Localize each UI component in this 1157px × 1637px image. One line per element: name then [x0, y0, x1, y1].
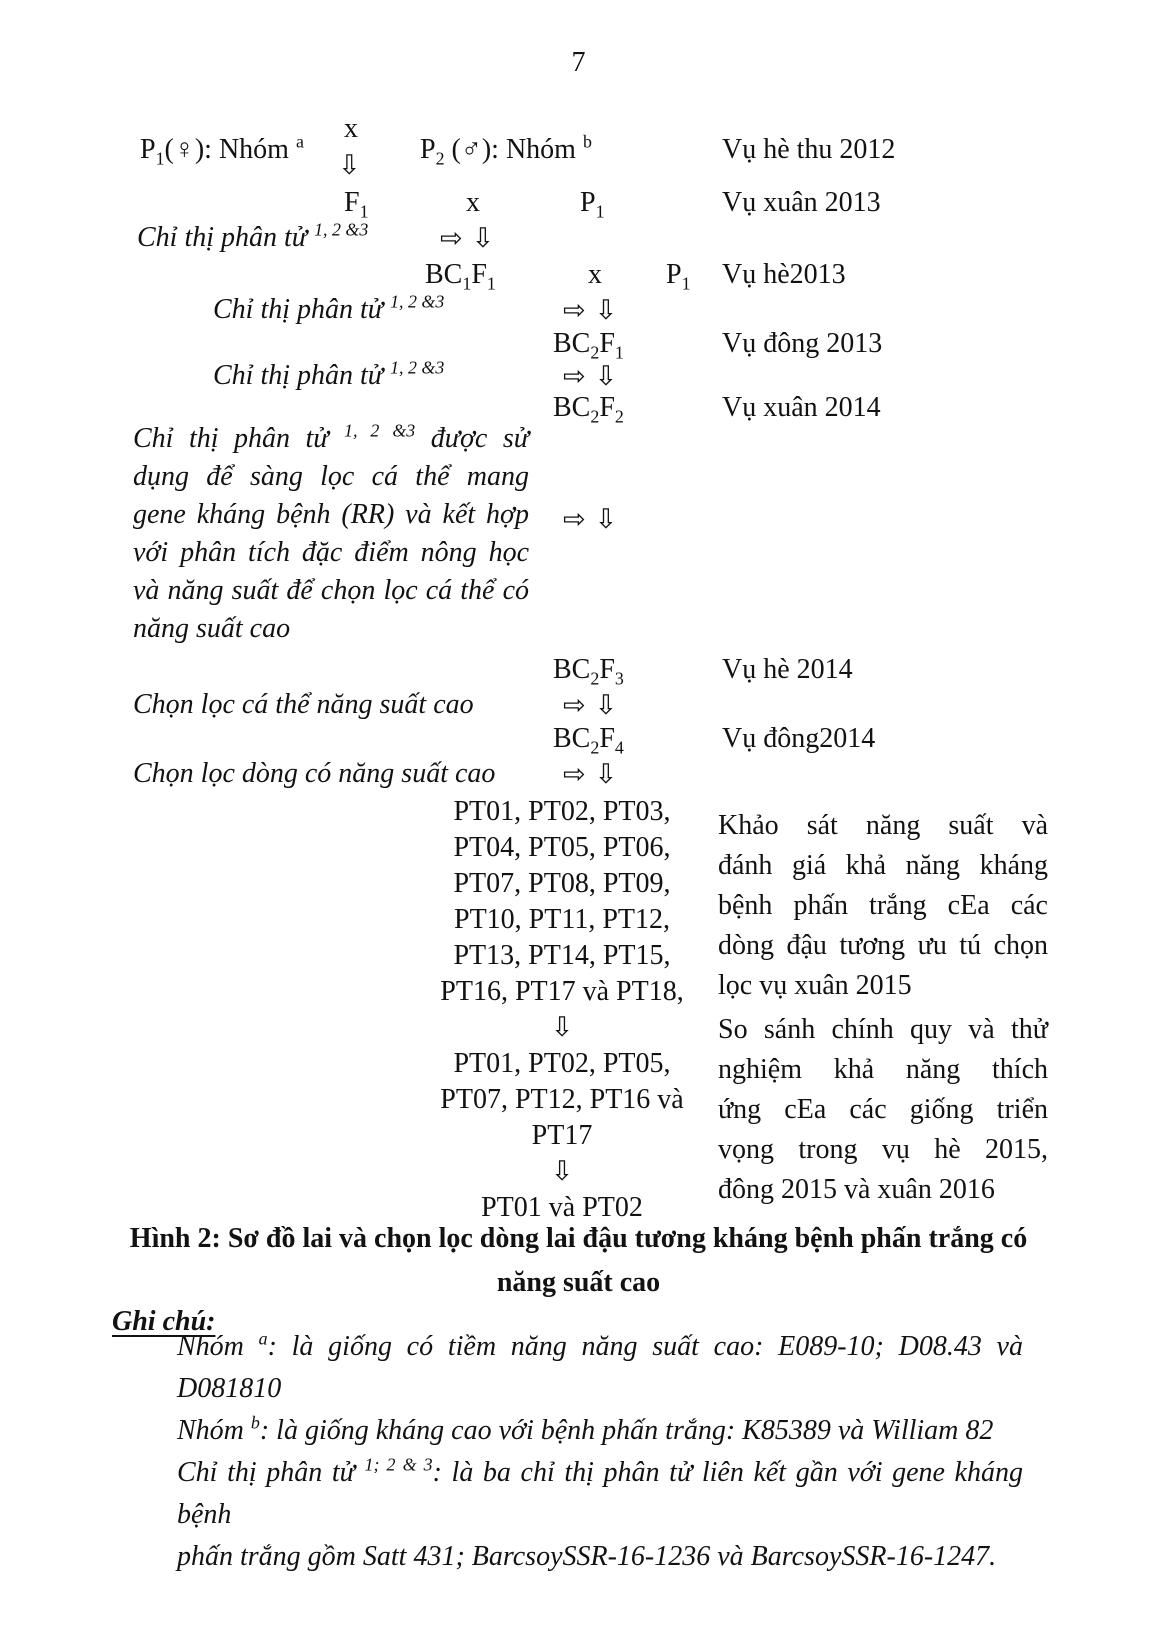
pt-line: PT01, PT02, PT03,	[453, 796, 671, 827]
note-group-b: Nhóm $^b$: là giống kháng cao với bệnh phấn trắng: K85389 và William 82	[177, 1412, 994, 1446]
generation-bc2f3: $BC_2F_3$	[553, 654, 624, 689]
step-arrows	[563, 758, 617, 791]
pt-line: PT07, PT12, PT16 và	[440, 1084, 684, 1115]
step-arrows	[563, 294, 617, 327]
note-line: Chỉ thị phân tử $^{1, 2 \&3}$ được sử	[133, 420, 530, 454]
season-label: Vụ hè thu 2012	[722, 134, 896, 165]
season-label: Vụ đông2014	[722, 723, 876, 754]
season-label: Vụ đông 2013	[722, 328, 883, 359]
description-line: ứng cEa các giống triển	[718, 1094, 1048, 1125]
note-line: với phân tích đặc điểm nông học	[133, 537, 529, 568]
generation-bc2f2: $BC_2F_2$	[553, 392, 624, 427]
cross-symbol: x	[344, 113, 358, 144]
note-line: năng suất cao	[133, 613, 291, 644]
season-label: Vụ hè 2014	[722, 654, 853, 685]
generation-f1: $F_1$	[344, 187, 369, 222]
page-number: 7	[571, 47, 586, 78]
right-description-1	[718, 806, 1048, 1006]
right-arrow-icon: ⇨	[563, 295, 586, 326]
description-line: dòng đậu tương ưu tú chọn	[718, 930, 1048, 961]
pt-line: PT10, PT11, PT12,	[454, 904, 670, 935]
note-markers: Chỉ thị phân tử $^{1; 2 \& 3}$: là ba chỉ thị phân tử liên kết gần với gene kháng bệnh	[177, 1454, 1023, 1530]
down-arrow-icon: ⇩	[550, 1012, 574, 1043]
parent1-label: $P_1(♀)$: Nhóm $^a$	[140, 131, 304, 169]
note-group-a: Nhóm $^a$: là giống có tiềm năng năng suất cao: E089-10; D08.43 và	[177, 1328, 1023, 1362]
down-arrow-icon: ⇩	[594, 690, 618, 721]
step-arrows	[563, 360, 617, 393]
pt-line: PT04, PT05, PT06,	[453, 832, 671, 863]
select-individual-label: Chọn lọc cá thể năng suất cao	[133, 689, 474, 720]
right-arrow-icon: ⇨	[440, 223, 463, 254]
note-markers-cont: phấn trắng gồm Satt 431; BarcsoySSR-16-1236 và BarcsoySSR-16-1247.	[177, 1541, 997, 1572]
description-line: Khảo sát năng suất và	[718, 810, 1048, 841]
down-arrow-icon: ⇩	[471, 223, 495, 254]
down-arrow-icon: ⇩	[594, 295, 618, 326]
marker-label: Chỉ thị phân tử $^{1, 2 \&3}$	[213, 291, 445, 325]
pt-line: PT13, PT14, PT15,	[453, 940, 671, 971]
down-arrow-icon: ⇩	[550, 1156, 574, 1187]
right-arrow-icon: ⇨	[563, 690, 586, 721]
marker-label: Chỉ thị phân tử $^{1, 2 \&3}$	[137, 219, 369, 253]
step-arrows	[563, 689, 617, 722]
right-description-2	[718, 1010, 1048, 1210]
down-arrow-icon: ⇩	[594, 361, 618, 392]
note-line: gene kháng bệnh (RR) và kết hợp	[133, 499, 529, 530]
generation-bc2f1: $BC_2F_1$	[553, 328, 624, 363]
pt-line: PT07, PT08, PT09,	[453, 868, 671, 899]
right-arrow-icon: ⇨	[563, 759, 586, 790]
figure-caption-line2: năng suất cao	[496, 1267, 661, 1298]
right-arrow-icon: ⇨	[563, 504, 586, 535]
description-line: đánh giá khả năng kháng	[718, 850, 1048, 881]
select-line-label: Chọn lọc dòng có năng suất cao	[133, 758, 496, 789]
note-line: và năng suất để chọn lọc cá thể có	[133, 575, 529, 606]
pt-line: PT01, PT02, PT05,	[453, 1048, 671, 1079]
note-group-a-cont: D081810	[177, 1373, 282, 1404]
notes-heading: Ghi chú:	[112, 1306, 216, 1337]
season-label: Vụ xuân 2013	[722, 187, 881, 218]
season-label: Vụ hè2013	[722, 259, 846, 290]
down-arrow-icon: ⇩	[594, 759, 618, 790]
generation-bc1f1: $BC_1F_1$	[425, 259, 496, 294]
pt-line: PT01 và PT02	[481, 1192, 643, 1223]
parent-p1: $P_1$	[580, 187, 605, 222]
down-arrow-icon: ⇩	[338, 150, 361, 181]
step-arrows	[440, 222, 494, 255]
cross-symbol: x	[466, 187, 480, 218]
note-line: dụng để sàng lọc cá thể mang	[133, 461, 529, 492]
description-line: nghiệm khả năng thích	[718, 1054, 1048, 1085]
marker-label: Chỉ thị phân tử $^{1, 2 \&3}$	[213, 357, 445, 391]
description-line: lọc vụ xuân 2015	[718, 970, 912, 1001]
description-line: bệnh phấn trắng cEa các	[718, 890, 1048, 921]
notes-block	[177, 1326, 1023, 1578]
description-line: So sánh chính quy và thử	[718, 1014, 1048, 1045]
parent-p1: $P_1$	[666, 259, 691, 294]
pt-lines-block	[407, 794, 717, 1226]
pt-line: PT17	[531, 1120, 593, 1151]
figure-caption-line1: Hình 2: Sơ đồ lai và chọn lọc dòng lai đậu tương kháng bệnh phấn trắng có	[129, 1223, 1028, 1254]
cross-symbol: x	[588, 259, 602, 290]
season-label: Vụ xuân 2014	[722, 392, 881, 423]
pt-line: PT16, PT17 và PT18,	[440, 976, 684, 1007]
down-arrow-icon: ⇩	[594, 504, 618, 535]
right-arrow-icon: ⇨	[563, 361, 586, 392]
marker-selection-note	[133, 420, 529, 648]
description-line: đông 2015 và xuân 2016	[718, 1174, 995, 1205]
generation-bc2f4: $BC_2F_4$	[553, 723, 624, 758]
parent2-label: $P_2$ (♂): Nhóm $^b$	[420, 131, 592, 169]
description-line: vọng trong vụ hè 2015,	[718, 1134, 1048, 1165]
step-arrows	[563, 503, 617, 536]
